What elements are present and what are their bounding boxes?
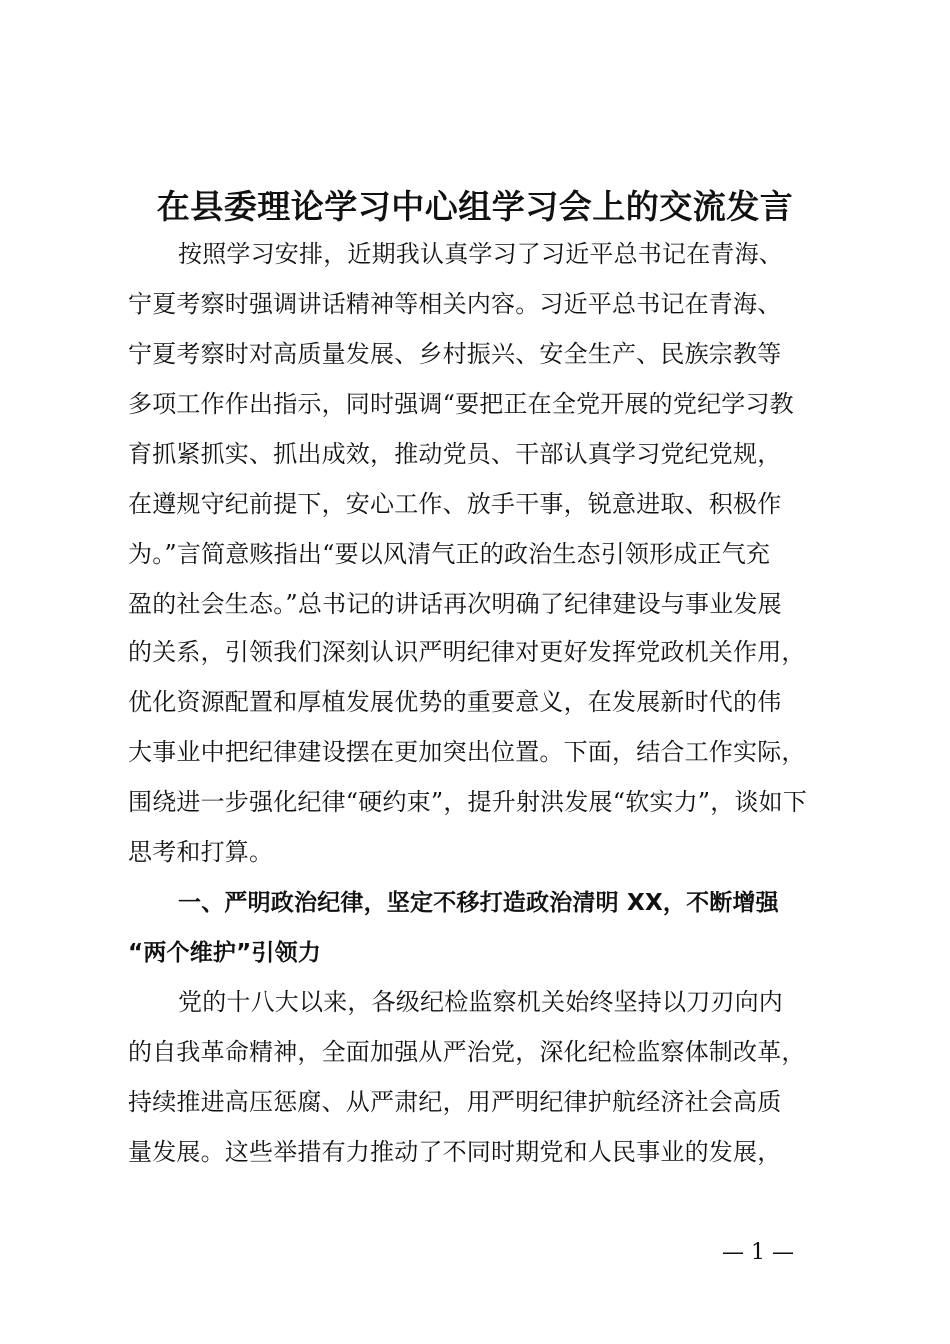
paragraph-line: 党的十八大以来，各级纪检监察机关始终坚持以刀刃向内: [178, 988, 783, 1016]
paragraph-line: 围绕进一步强化纪律“硬约束”，提升射洪发展“软实力”，谈如下: [128, 788, 808, 816]
paragraph-line: 思考和打算。: [128, 838, 274, 866]
paragraph-line: 的自我革命精神，全面加强从严治党，深化纪检监察体制改革，: [128, 1038, 806, 1066]
paragraph-line: 为。”言简意赅指出“要以风清气正的政治生态引领形成正气充: [128, 540, 771, 568]
paragraph-line: 宁夏考察时对高质量发展、乡村振兴、安全生产、民族宗教等: [128, 340, 782, 368]
paragraph-line: 在遵规守纪前提下，安心工作、放手干事，锐意进取、积极作: [128, 490, 782, 518]
paragraph-line: 优化资源配置和厚植发展优势的重要意义，在发展新时代的伟: [128, 688, 782, 716]
paragraph-line: 的关系，引领我们深刻认识严明纪律对更好发挥党政机关作用，: [128, 638, 806, 666]
paragraph-line: 盈的社会生态。”总书记的讲话再次明确了纪律建设与事业发展: [128, 590, 782, 618]
paragraph-line: 量发展。这些举措有力推动了不同时期党和人民事业的发展，: [128, 1138, 782, 1166]
paragraph-line: 多项工作作出指示，同时强调“要把正在全党开展的党纪学习教: [128, 390, 794, 418]
paragraph-line: 宁夏考察时强调讲话精神等相关内容。习近平总书记在青海、: [128, 290, 782, 318]
paragraph-line: 按照学习安排，近期我认真学习了习近平总书记在青海、: [178, 240, 783, 268]
paragraph-line: 持续推进高压惩腐、从严肃纪，用严明纪律护航经济社会高质: [128, 1088, 782, 1116]
paragraph-line: 育抓紧抓实、抓出成效，推动党员、干部认真学习党纪党规，: [128, 440, 782, 468]
page-number: — 1 —: [722, 1240, 794, 1265]
document-title: 在县委理论学习中心组学习会上的交流发言: [156, 187, 794, 226]
section-heading-line: “两个维护”引领力: [128, 940, 322, 966]
paragraph-line: 大事业中把纪律建设摆在更加突出位置。下面，结合工作实际，: [128, 738, 806, 766]
section-heading-line: 一、严明政治纪律，坚定不移打造政治清明 XX，不断增强: [178, 890, 779, 916]
